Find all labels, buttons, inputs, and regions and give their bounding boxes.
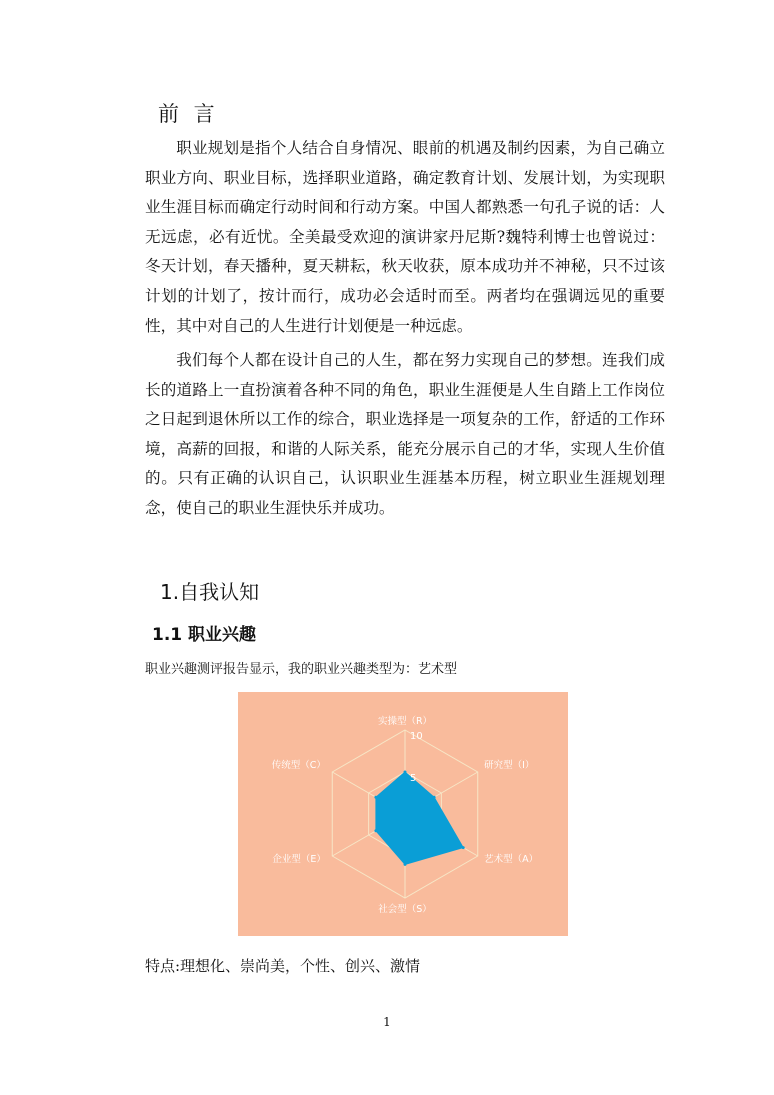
radar-point-1 <box>404 771 407 774</box>
traits-text: 特点:理想化、崇尚美，个性、创兴、激情 <box>145 957 421 975</box>
radar-category-label-1: 实操型（R） <box>377 716 433 727</box>
preface-paragraph-2: 我们每个人都在设计自己的人生，都在努力实现自己的梦想。连我们成长的道路上一直扮演着各种不同的角色，职业生涯便是人生自踏上工作岗位之日起到退休所以工作的综合，职业选择是一项复杂的工作，舒适的工作环境，高薪的回报，和谐的人际关系，能充分展示自己的才华，实现人生价值的。只有正确的认识自己，认识职业生涯基本历程，树立职业生涯规划理念，使自己的职业生涯快乐并成功。 <box>145 351 665 517</box>
radar-tick-label-1: 5 <box>410 773 417 784</box>
radar-category-label-3: 艺术型（A） <box>484 854 539 865</box>
preface-title: 前 言 <box>158 102 219 126</box>
radar-data-area <box>376 772 463 864</box>
section-heading-self-awareness: 1.自我认知 <box>160 580 260 604</box>
preface-paragraph-1: 职业规划是指个人结合自身情况、眼前的机遇及制约因素，为自己确立职业方向、职业目标，选择职业道路，确定教育计划、发展计划，为实现职业生涯目标而确定行动时间和行动方案。中国人都熟悉一句孔子说的话：人无远虑，必有近忧。全美最受欢迎的演讲家丹尼斯?魏特利博士也曾说过：冬天计划，春天播种，夏天耕耘，秋天收获，原本成功并不神秘，只不过该计划的计划了，按计而行，成功必会适时而至。两者均在强调远见的重要性，其中对自己的人生进行计划便是一种远虑。 <box>145 139 665 335</box>
radar-point-3 <box>462 846 465 849</box>
radar-svg <box>238 692 568 936</box>
radar-tick-label-2: 10 <box>410 731 423 742</box>
radar-category-label-2: 研究型（I） <box>484 760 535 771</box>
radar-point-2 <box>433 796 436 799</box>
interest-radar-chart <box>238 692 568 936</box>
interest-caption: 职业兴趣测评报告显示，我的职业兴趣类型为：艺术型 <box>145 662 458 677</box>
radar-point-4 <box>404 863 407 866</box>
radar-category-label-6: 传统型（C） <box>271 760 326 771</box>
radar-point-5 <box>374 829 377 832</box>
radar-category-label-5: 企业型（E） <box>272 854 326 865</box>
radar-category-label-4: 社会型（S） <box>378 904 432 915</box>
page-number: 1 <box>383 1015 391 1029</box>
subsection-heading-career-interest: 1.1 职业兴趣 <box>152 625 257 645</box>
radar-point-6 <box>374 796 377 799</box>
